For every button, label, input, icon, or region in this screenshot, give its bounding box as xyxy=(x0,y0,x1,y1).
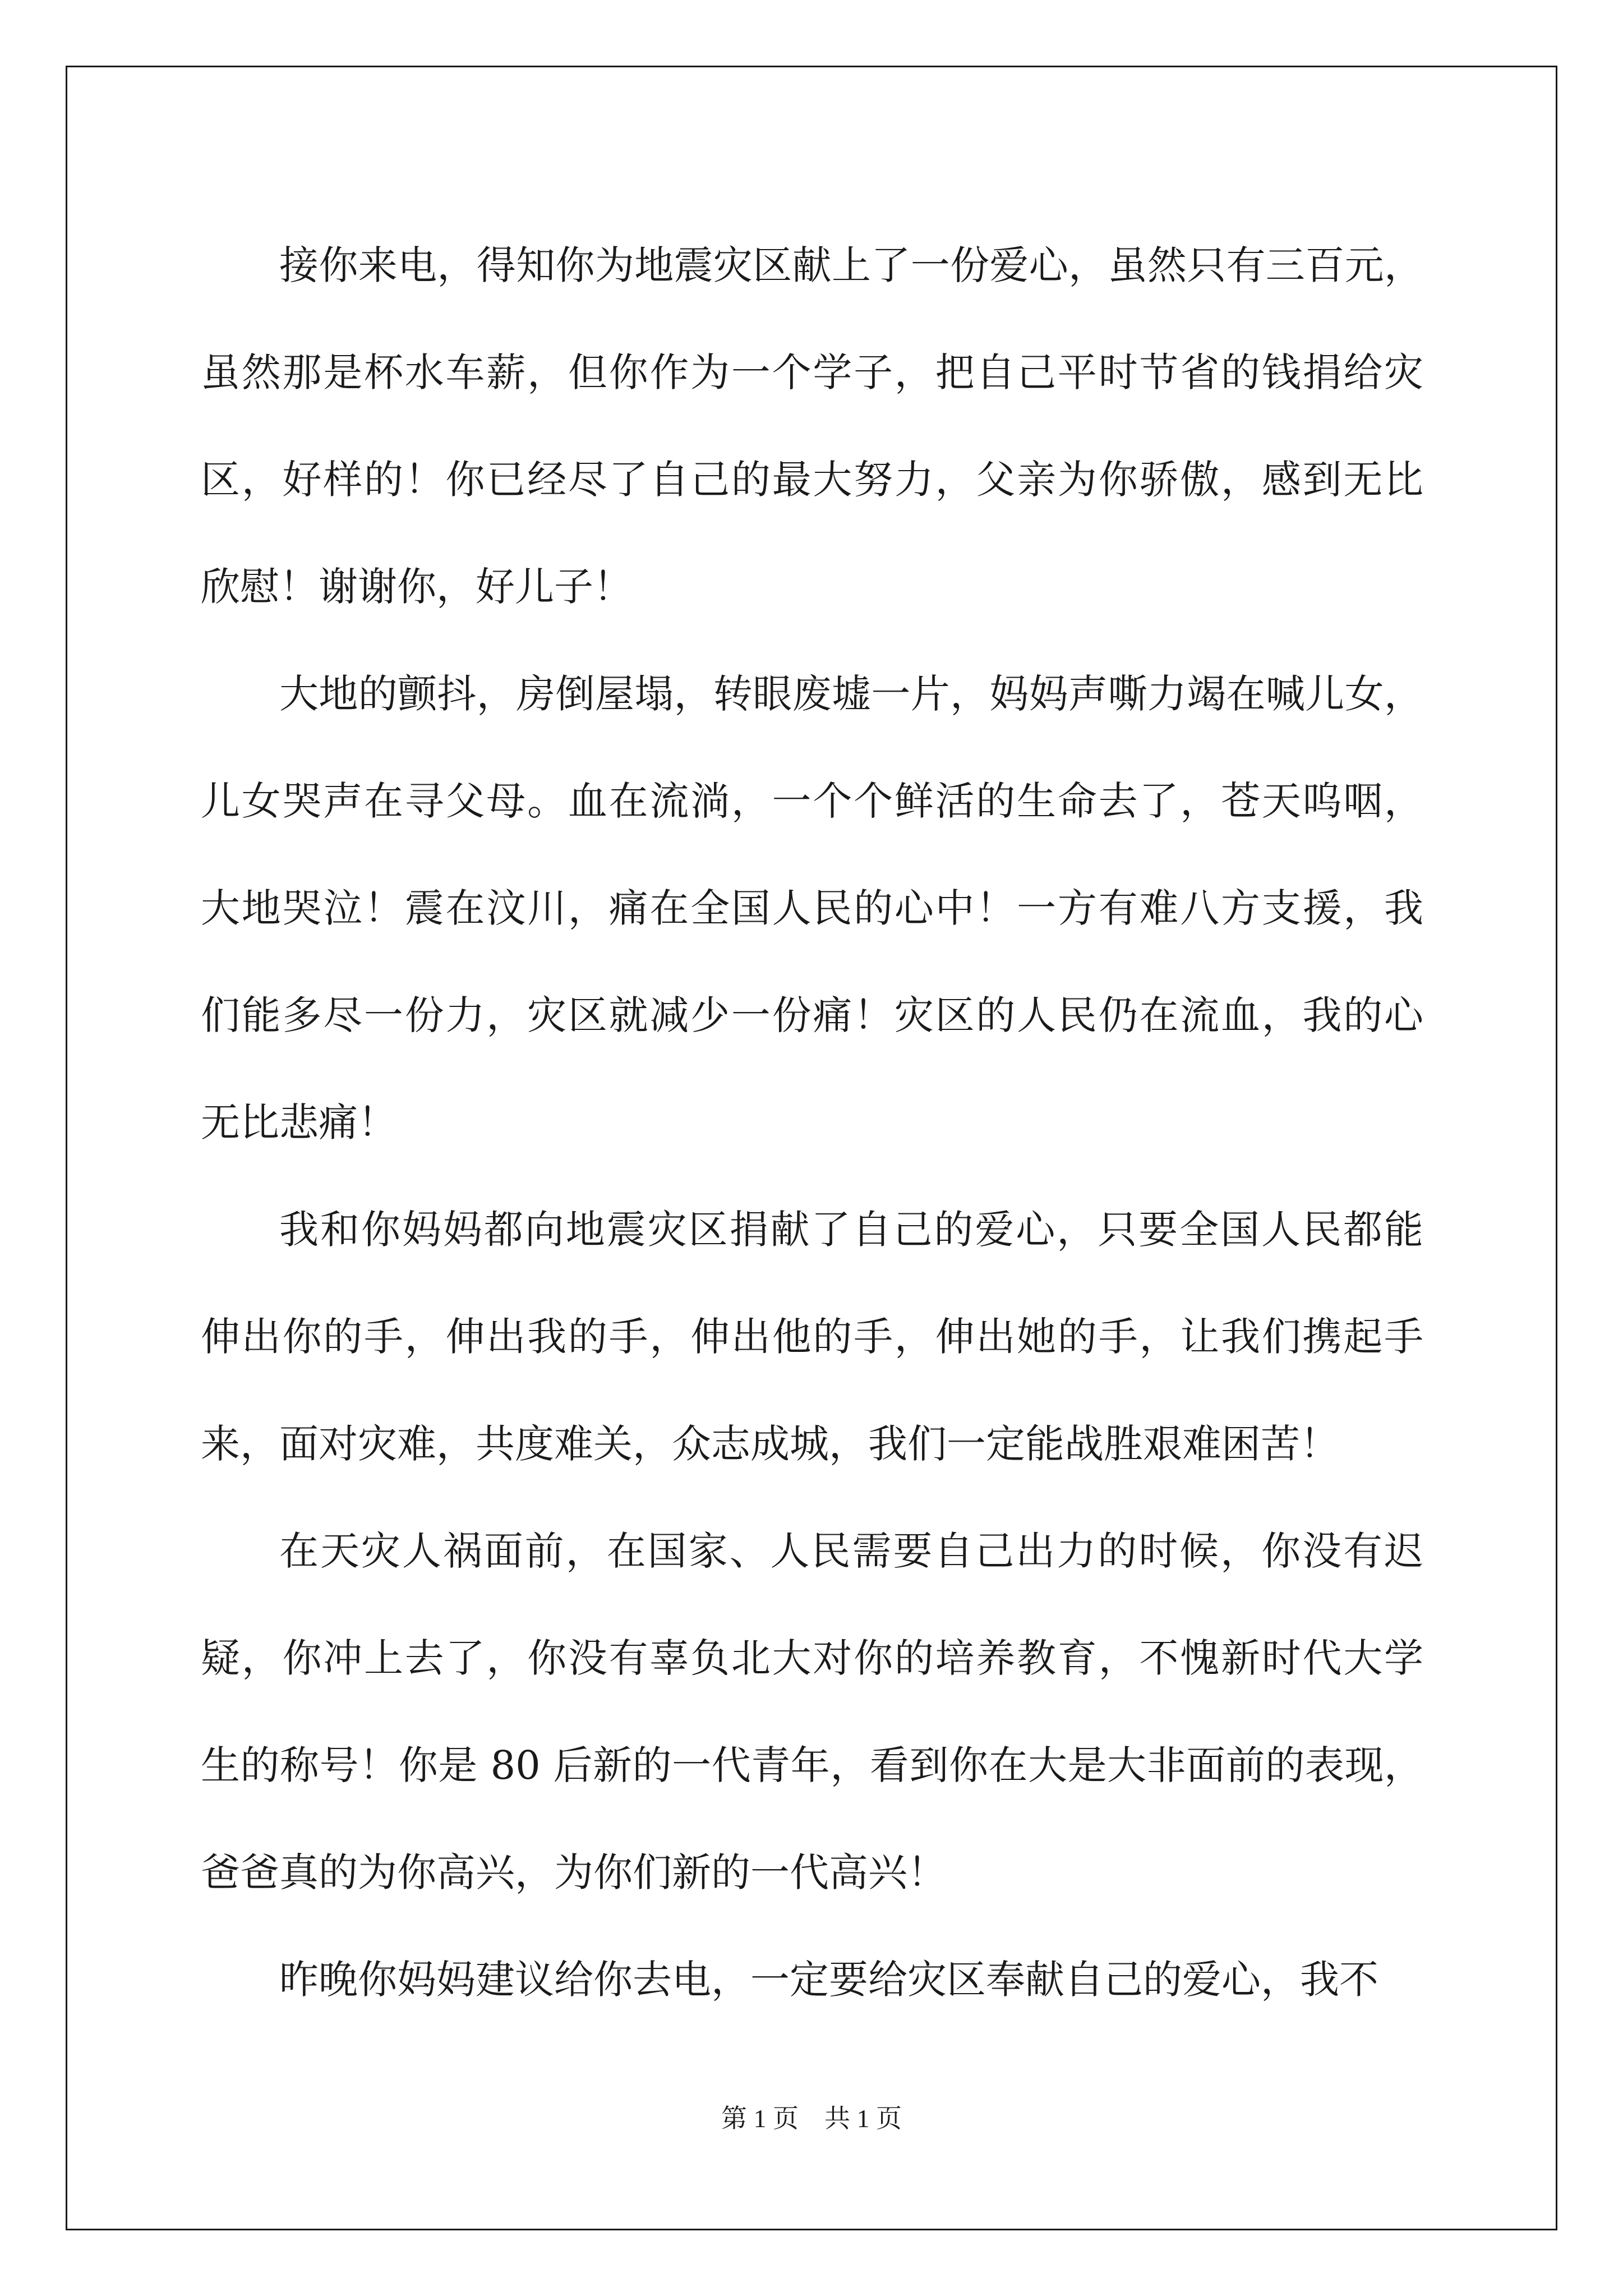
body-line: 接你来电，得知你为地震灾区献上了一份爱心，虽然只有三百元， xyxy=(279,242,1423,288)
body-line: 无比悲痛！ xyxy=(201,1099,397,1145)
body-line: 大地的颤抖，房倒屋塌，转眼废墟一片，妈妈声嘶力竭在喊儿女， xyxy=(279,671,1423,717)
page-number-footer: 第 1 页 共 1 页 xyxy=(721,2104,902,2133)
body-line: 在天灾人祸面前，在国家、人民需要自己出力的时候，你没有迟 xyxy=(279,1528,1423,1574)
body-line: 大地哭泣！震在汶川，痛在全国人民的心中！一方有难八方支援，我 xyxy=(201,885,1423,931)
body-line: 爸爸真的为你高兴，为你们新的一代高兴！ xyxy=(201,1849,947,1895)
body-line: 生的称号！你是 80 后新的一代青年，看到你在大是大非面前的表现， xyxy=(201,1742,1423,1788)
body-line: 疑，你冲上去了，你没有辜负北大对你的培养教育，不愧新时代大学 xyxy=(201,1635,1423,1681)
body-line: 们能多尽一份力，灾区就减少一份痛！灾区的人民仍在流血，我的心 xyxy=(201,992,1423,1038)
body-line: 我和你妈妈都向地震灾区捐献了自己的爱心，只要全国人民都能 xyxy=(279,1207,1423,1253)
body-line: 伸出你的手，伸出我的手，伸出他的手，伸出她的手，让我们携起手 xyxy=(201,1314,1423,1360)
body-line: 来，面对灾难，共度难关，众志成城，我们一定能战胜艰难困苦！ xyxy=(201,1421,1339,1467)
body-line: 欣慰！谢谢你，好儿子！ xyxy=(201,564,633,610)
body-line: 虽然那是杯水车薪，但你作为一个学子，把自己平时节省的钱捐给灾 xyxy=(201,349,1423,395)
body-line: 儿女哭声在寻父母。血在流淌，一个个鲜活的生命去了，苍天呜咽， xyxy=(201,778,1423,824)
letter-body xyxy=(201,212,1423,2033)
body-line: 区，好样的！你已经尽了自己的最大努力，父亲为你骄傲，感到无比 xyxy=(201,457,1423,503)
body-line: 昨晚你妈妈建议给你去电，一定要给灾区奉献自己的爱心，我不 xyxy=(279,1957,1378,2003)
